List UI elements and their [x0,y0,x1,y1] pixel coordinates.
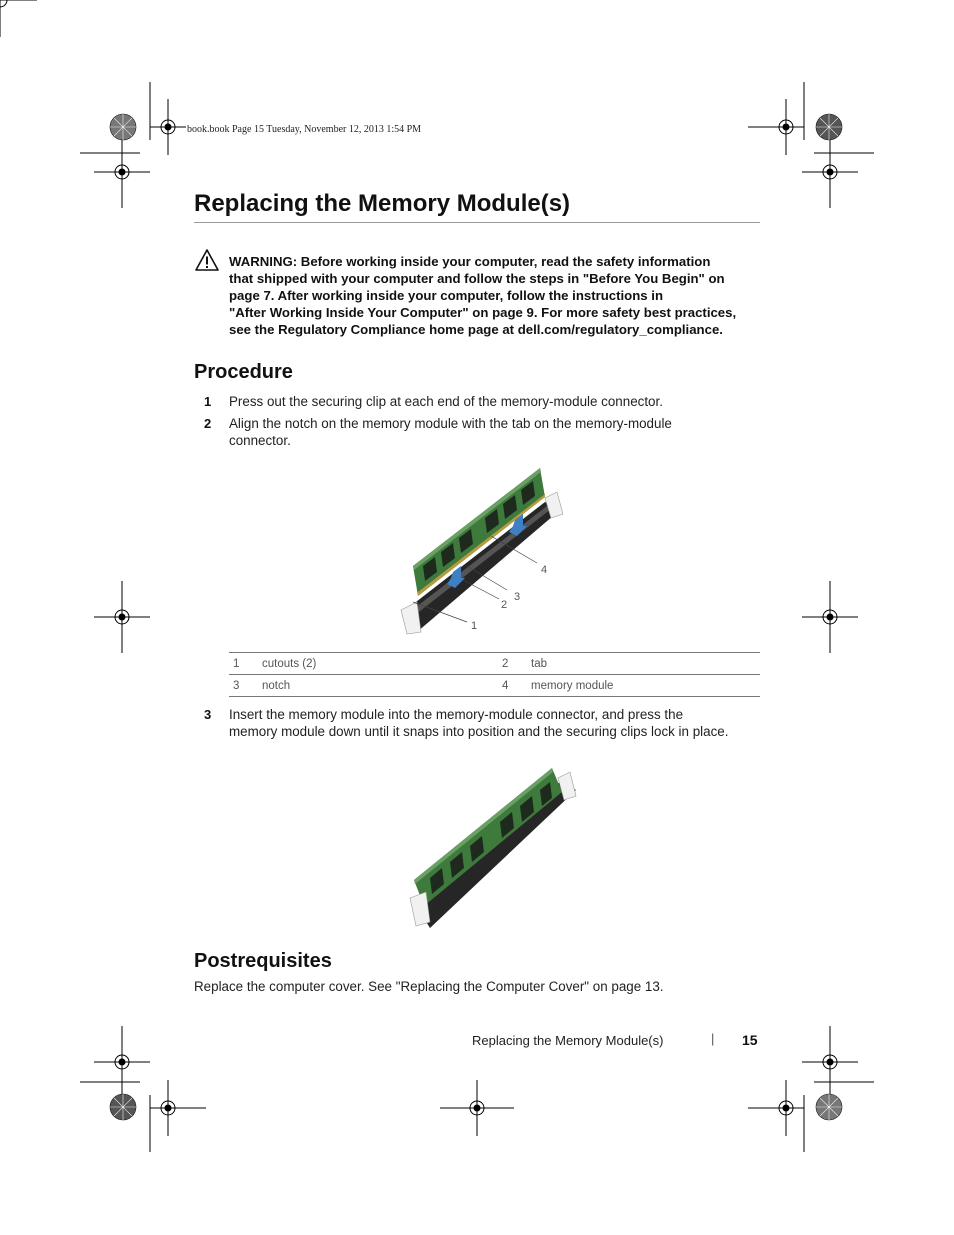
procedure-heading: Procedure [194,361,293,383]
callout-label: 3 [514,591,521,603]
step-text: Press out the securing clip at each end of the memory-module connector. [229,394,663,409]
step-number: 1 [204,394,212,409]
postrequisites-heading: Postrequisites [194,950,332,972]
callout-number: 2 [498,653,527,675]
callout-label: 4 [541,564,548,576]
callout-table [229,652,760,697]
warning-icon [194,248,220,272]
step-number: 3 [204,707,212,722]
callout-number: 1 [229,653,258,675]
warning-text: WARNING: Before working inside your computer, read the safety information that shipped with your computer and follow the steps in "Before You Begin" on page 7. After working inside your computer, follow the instructions in "After Working Inside Your Computer" on page 9. For more safety best practices, see the Regulatory Compliance home page at dell.com/regulatory_compliance. [229,254,737,337]
callout-description: cutouts (2) [258,653,498,675]
callout-description: tab [527,653,760,675]
memory-module-connector [414,782,576,928]
callout-description: memory module [527,675,760,697]
figure-memory-module-alignment [395,462,595,642]
step-number: 2 [204,416,212,431]
callout-number: 3 [229,675,258,697]
step-text: Align the notch on the memory module with the tab on the memory-module connector. [229,416,672,448]
table-row [229,675,760,697]
postrequisites-text: Replace the computer cover. See "Replacing the Computer Cover" on page 13. [194,979,664,994]
callout-number: 4 [498,675,527,697]
page-title: Replacing the Memory Module(s) [194,190,760,223]
footer-chapter-title: Replacing the Memory Module(s) [472,1033,664,1048]
callout-label: 1 [471,620,478,632]
step-text: Insert the memory module into the memory-module connector, and press the memory module down until it snaps into position and the securing clips lock in place. [229,707,729,739]
table-row [229,653,760,675]
print-slug: book.book Page 15 Tuesday, November 12, 2013 1:54 PM [187,124,422,135]
figure-memory-module-installed [400,762,585,934]
footer-separator: | [711,1031,715,1046]
callout-label: 2 [501,599,508,611]
callout-description: notch [258,675,498,697]
page-number: 15 [742,1032,758,1048]
